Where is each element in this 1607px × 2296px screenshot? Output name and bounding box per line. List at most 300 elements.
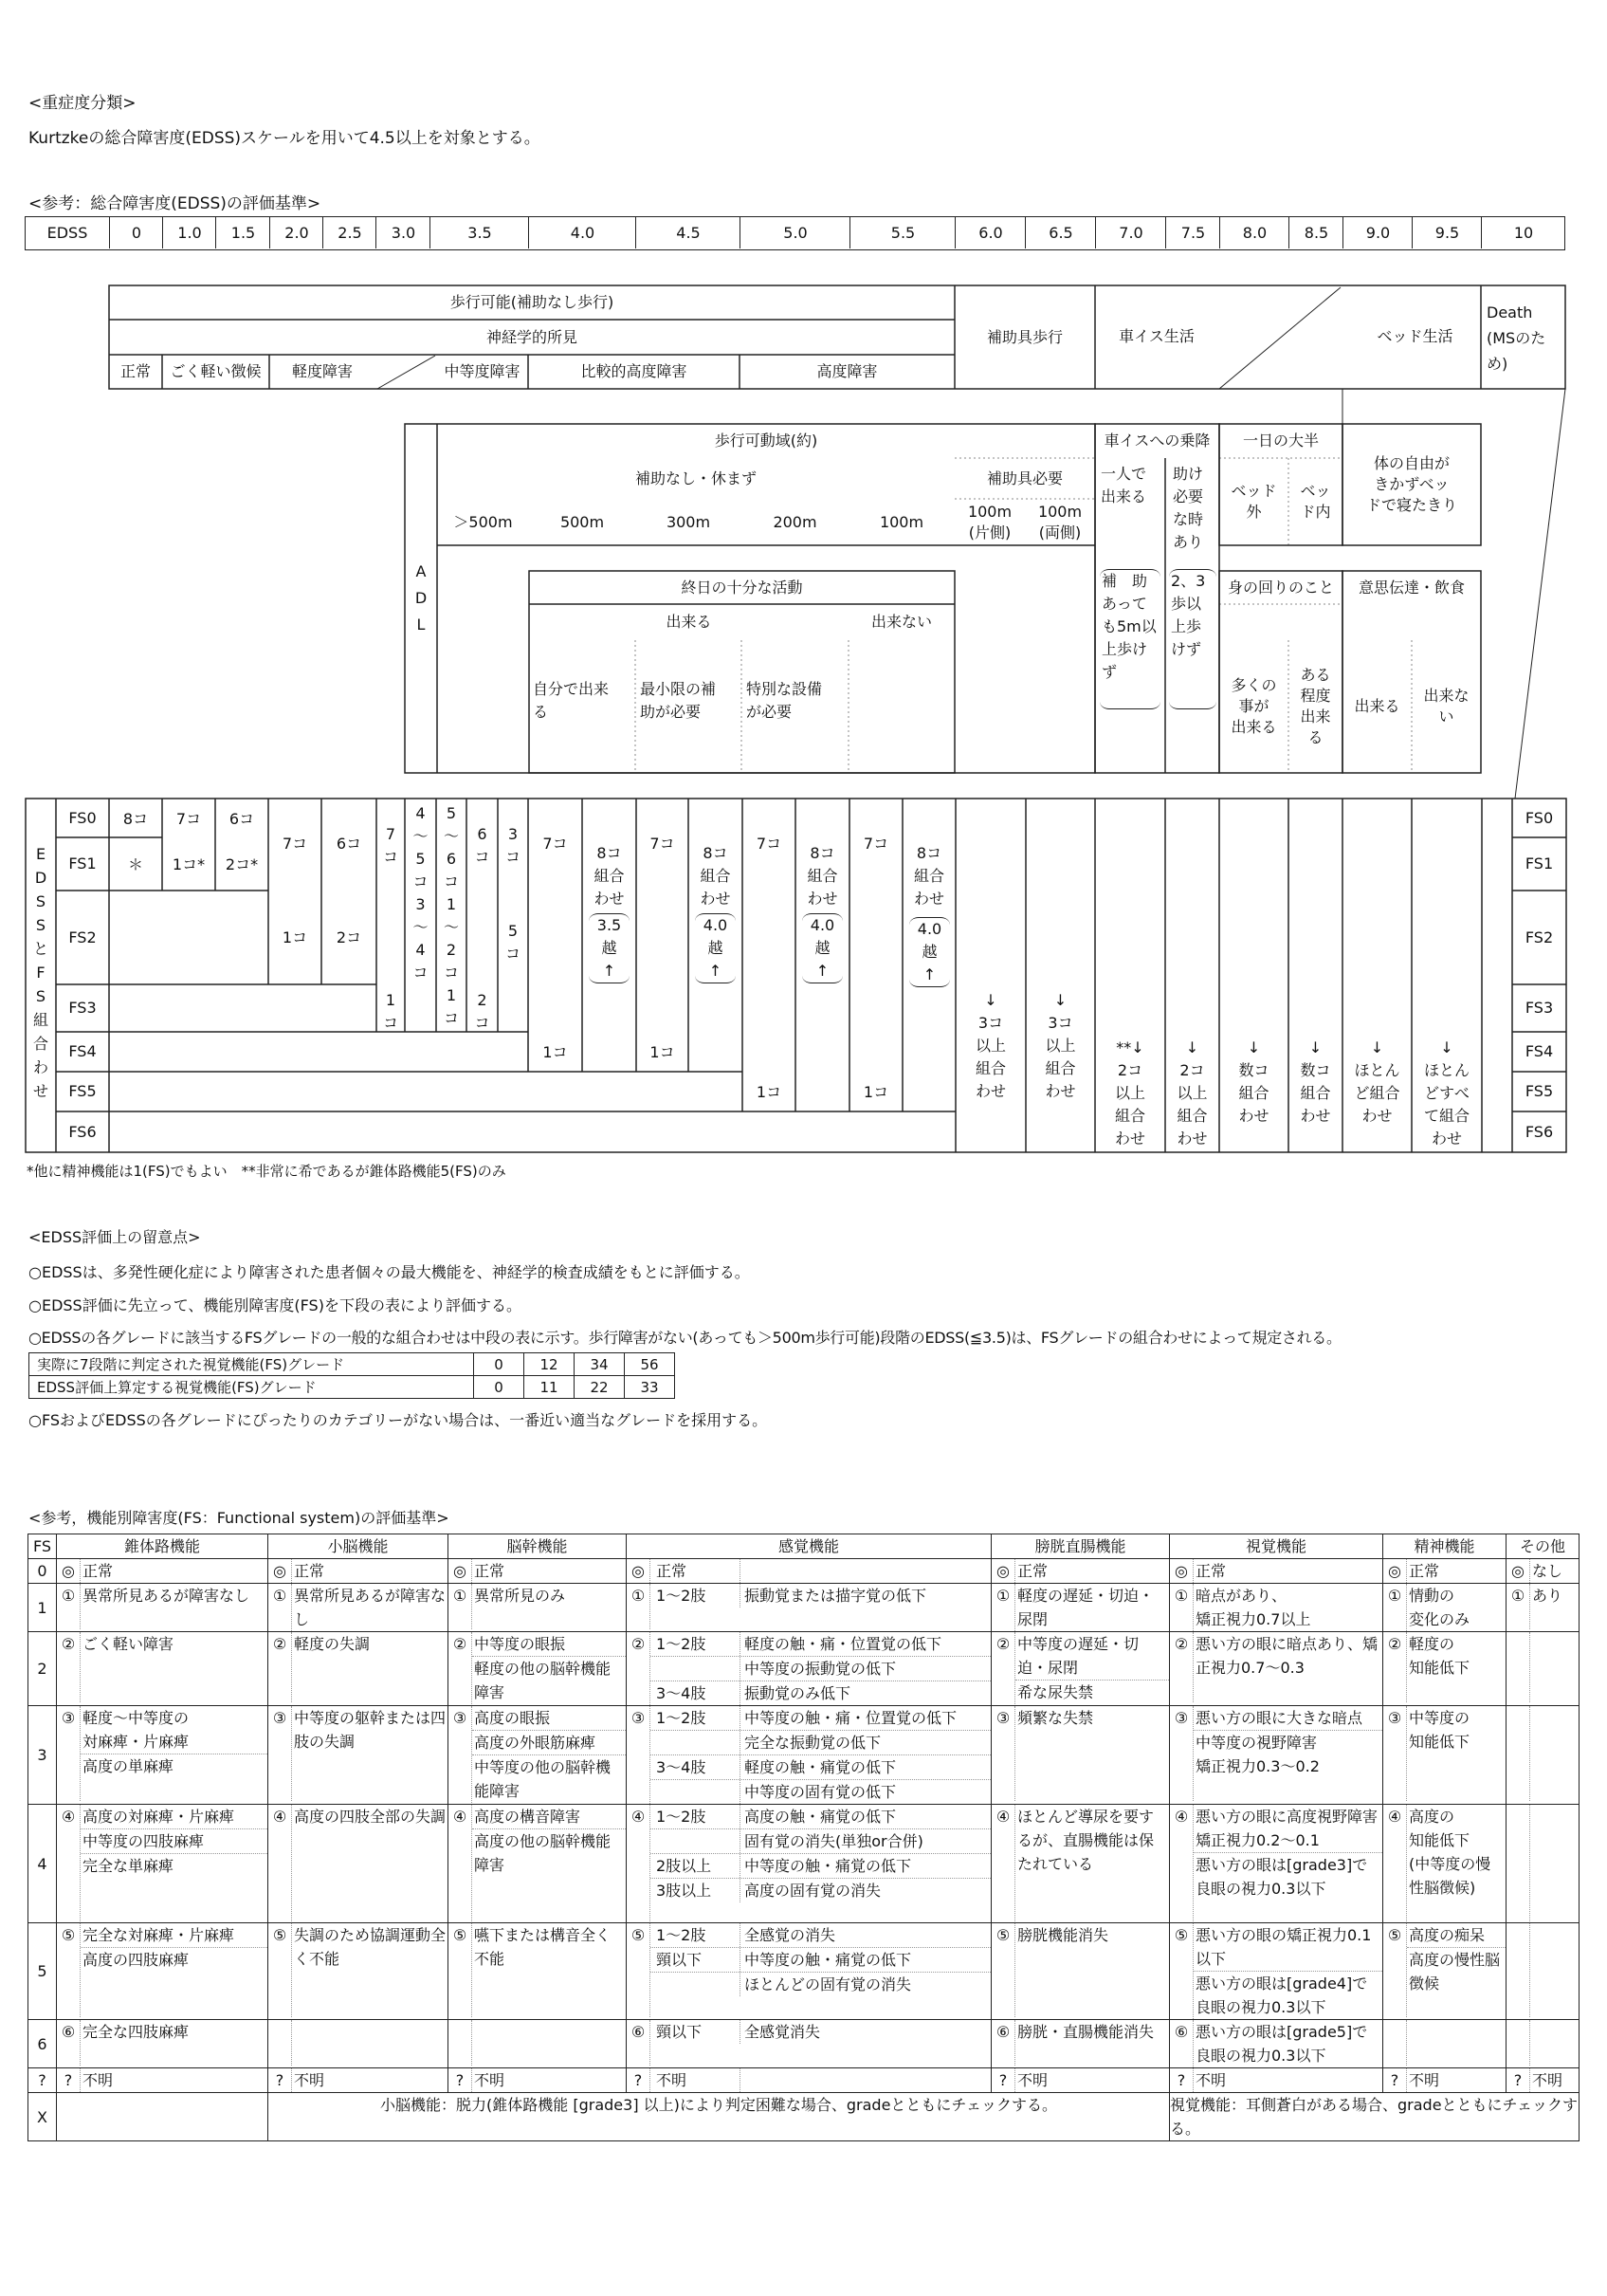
fs-row-label: FS5 bbox=[68, 1082, 97, 1100]
cell-content bbox=[448, 1584, 626, 1629]
limb-scope bbox=[650, 1973, 740, 1996]
sensory-item bbox=[650, 1632, 991, 1656]
wheelchair-transfer-title: 車イスへの乗降 bbox=[1104, 432, 1211, 450]
criteria-cell bbox=[992, 1584, 1170, 1632]
cell-content bbox=[268, 1923, 447, 2017]
fs-row-label-right: FS4 bbox=[1525, 1042, 1554, 1060]
cell-items bbox=[649, 1805, 991, 1921]
cell-content bbox=[1383, 1805, 1506, 1921]
criteria-cell bbox=[992, 1706, 1170, 1805]
grade-mark: ④ bbox=[61, 1808, 76, 1826]
grade-mark: ① bbox=[1510, 1587, 1525, 1605]
sensory-description: ほとんどの固有覚の消失 bbox=[740, 1973, 991, 1996]
edss-value: 8.5 bbox=[1288, 217, 1343, 248]
grade-mark: ? bbox=[1177, 2071, 1186, 2089]
cell-items bbox=[291, 1584, 447, 1631]
criteria-item: 異常所見あるが障害なし bbox=[82, 1587, 250, 1605]
level-minimal-signs: ごく軽い徴候 bbox=[170, 362, 262, 380]
criteria-item: 中等度の躯幹または四肢の失調 bbox=[294, 1709, 447, 1751]
grade-mark bbox=[1507, 1923, 1529, 2017]
grade-mark: ⑤ bbox=[452, 1926, 467, 1944]
activity-special-equipment: 特別な設備 が必要 bbox=[746, 680, 823, 721]
cell-content bbox=[1170, 2020, 1382, 2067]
self-care-some: ある 程度 出来 る bbox=[1300, 666, 1331, 746]
cell-content bbox=[448, 1805, 626, 1921]
combo-cell: 7コ bbox=[542, 835, 568, 853]
edss-value: 4.5 bbox=[635, 217, 740, 248]
grade-mark: ④ bbox=[1174, 1808, 1189, 1826]
edss-value: 1.5 bbox=[215, 217, 270, 248]
combo-cell: 1コ* bbox=[172, 855, 206, 873]
criteria-cell bbox=[627, 2020, 992, 2068]
cell-items bbox=[1406, 1632, 1506, 1702]
criteria-cell bbox=[627, 1632, 992, 1706]
cell-content bbox=[1507, 1632, 1579, 1702]
criteria-cell bbox=[992, 1559, 1170, 1584]
cell-content bbox=[1170, 1805, 1382, 1921]
grade-mark: ② bbox=[630, 1635, 646, 1653]
grade-mark: ① bbox=[452, 1587, 467, 1605]
distance: 100m bbox=[879, 512, 924, 531]
combo-cell: 8コ bbox=[122, 810, 149, 828]
cell-items bbox=[1529, 1923, 1579, 2017]
fs-row-label: FS1 bbox=[68, 854, 97, 872]
grade-mark: ? bbox=[1513, 2071, 1523, 2089]
criteria-cell bbox=[1383, 1632, 1507, 1706]
grade-mark: ② bbox=[1387, 1635, 1402, 1653]
limb-scope: 1〜2肢 bbox=[656, 1808, 706, 1826]
criteria-cell bbox=[448, 1706, 627, 1805]
criteria-item: 高度の慢性脳徴候 bbox=[1407, 1947, 1506, 1995]
criteria-cell bbox=[1383, 1559, 1507, 1584]
limb-scope bbox=[650, 1829, 740, 1853]
edss-value: 9.0 bbox=[1342, 217, 1413, 248]
cell-items bbox=[1529, 1706, 1579, 1801]
criteria-item: 高度の 知能低下 (中等度の慢性脳徴候) bbox=[1409, 1808, 1491, 1897]
grade-mark: ⑤ bbox=[272, 1926, 287, 1944]
combo-threshold: 3.5 越 ↑ bbox=[589, 913, 630, 983]
fs-row-label-right: FS2 bbox=[1525, 928, 1554, 946]
fs-row-label: FS0 bbox=[68, 808, 97, 827]
cell-items bbox=[1193, 2020, 1382, 2067]
combo-cell: 6コ bbox=[228, 810, 255, 828]
self-care-title: 身の回りのこと bbox=[1227, 578, 1334, 597]
criteria-item: ごく軽い障害 bbox=[82, 1635, 174, 1653]
grade-mark: ◎ bbox=[62, 1562, 75, 1580]
grade-mark: ⑤ bbox=[61, 1926, 76, 1944]
cell-content bbox=[448, 2068, 626, 2092]
cell-items bbox=[291, 1923, 447, 2017]
limb-scope: 1〜2肢 bbox=[656, 1587, 706, 1605]
sensory-item bbox=[650, 1754, 991, 1779]
grade-mark: ? bbox=[455, 2071, 465, 2089]
cell-content bbox=[1507, 1805, 1579, 1921]
cell-content bbox=[992, 1923, 1169, 2017]
sensory-description bbox=[740, 1559, 991, 1583]
cell-content bbox=[992, 1559, 1169, 1583]
limb-scope bbox=[650, 1780, 740, 1804]
criteria-item: 中等度の遅延・切迫・尿閉 bbox=[1017, 1635, 1140, 1677]
criteria-item: 完全な単麻痺 bbox=[81, 1853, 267, 1878]
grade-mark: ③ bbox=[272, 1709, 287, 1727]
aid-needed: 補助具必要 bbox=[986, 468, 1063, 487]
criteria-item: 正常 bbox=[294, 1562, 325, 1580]
cell-content bbox=[627, 1706, 991, 1804]
sensory-description: 完全な振動覚の低下 bbox=[740, 1731, 991, 1754]
criteria-cell bbox=[448, 1632, 627, 1706]
cell-items bbox=[649, 1923, 991, 2017]
criteria-cell bbox=[1170, 2068, 1383, 2093]
cell-content bbox=[1383, 1706, 1506, 1801]
criteria-item: 中等度の視野障害 矯正視力0.3〜0.2 bbox=[1194, 1730, 1382, 1778]
cell-items bbox=[649, 1706, 991, 1804]
bed-life-header: ベッド生活 bbox=[1377, 327, 1453, 345]
criteria-item: 悪い方の眼に大きな暗点 bbox=[1196, 1709, 1363, 1727]
criteria-item: 悪い方の眼は[grade4]で良眼の視力0.3以下 bbox=[1194, 1971, 1382, 2019]
combo-cell: 3 コ bbox=[504, 825, 520, 866]
cell-content bbox=[448, 1632, 626, 1704]
grade-value: 33 bbox=[625, 1376, 675, 1399]
grade-mark bbox=[1507, 1706, 1529, 1801]
combo-cell: 6コ bbox=[336, 835, 362, 853]
column-header: 脳幹機能 bbox=[448, 1534, 627, 1559]
grade-value: 22 bbox=[575, 1376, 625, 1399]
empty-cell bbox=[57, 2093, 268, 2141]
combo-cell: ↓ 3コ 以上 組合 わせ bbox=[975, 991, 1006, 1100]
transfer-alone-note: 補 助 あって も5m以 上歩け ず bbox=[1100, 569, 1160, 709]
cell-items bbox=[291, 2020, 447, 2066]
sensory-item bbox=[650, 2068, 991, 2092]
limb-scope: 3〜4肢 bbox=[656, 1758, 706, 1776]
combo-cell: ↓ 2コ 以上 組合 わせ bbox=[1177, 1038, 1208, 1148]
combo-cell: 2コ bbox=[336, 928, 362, 946]
cerebellar-check-note: 小脳機能：脱力(錐体路機能 [grade3] 以上)により判定困難な場合、gradeとともにチェックする。 bbox=[268, 2093, 1170, 2141]
combo-threshold: 4.0 越 ↑ bbox=[802, 913, 843, 983]
cell-content bbox=[1507, 1923, 1579, 2017]
grade-mark: ③ bbox=[1387, 1709, 1402, 1727]
combo-cell: 2 コ bbox=[474, 991, 490, 1032]
grade-mark bbox=[268, 2020, 291, 2066]
criteria-cell bbox=[448, 1559, 627, 1584]
criteria-cell bbox=[448, 2020, 627, 2068]
distance: ＞500m bbox=[453, 512, 513, 531]
fs-grade: 5 bbox=[28, 1923, 57, 2020]
cell-items bbox=[649, 2068, 991, 2092]
cell-items bbox=[649, 1559, 991, 1583]
fs-row-label: FS4 bbox=[68, 1042, 97, 1060]
grade-mark: ④ bbox=[272, 1808, 287, 1826]
cell-items bbox=[80, 1805, 267, 1921]
cell-content bbox=[57, 1632, 267, 1702]
edss-value: 6.0 bbox=[955, 217, 1026, 248]
edss-value: 6.5 bbox=[1025, 217, 1096, 248]
table-row bbox=[29, 1376, 675, 1399]
transfer-alone: 一人で 出来る bbox=[1101, 465, 1147, 505]
criteria-cell bbox=[1507, 1805, 1580, 1923]
criteria-item: 不明 bbox=[474, 2071, 505, 2089]
cell-content bbox=[627, 2020, 991, 2066]
grade-mark bbox=[1507, 1632, 1529, 1702]
criteria-item: 悪い方の眼に高度視野障害 矯正視力0.2〜0.1 bbox=[1196, 1808, 1379, 1849]
criteria-cell bbox=[1383, 1584, 1507, 1632]
cell-content bbox=[1383, 1559, 1506, 1583]
cell-items bbox=[1014, 1632, 1169, 1704]
table-row bbox=[28, 2020, 1580, 2068]
grade-mark: ① bbox=[1174, 1587, 1189, 1605]
criteria-item: 異常所見のみ bbox=[474, 1587, 566, 1605]
cell-content bbox=[1507, 2020, 1579, 2066]
criteria-item: 軽度の 知能低下 bbox=[1409, 1635, 1470, 1677]
criteria-item: 頻繁な失禁 bbox=[1017, 1709, 1094, 1727]
grade-mark: ◎ bbox=[273, 1562, 286, 1580]
combo-cell: 4 〜 5 コ 3 〜 4 コ bbox=[412, 804, 429, 982]
criteria-item: 軽度〜中等度の 対麻痺・片麻痺 bbox=[82, 1709, 190, 1751]
column-header: 感覚機能 bbox=[627, 1534, 992, 1559]
criteria-cell bbox=[268, 1923, 448, 2020]
cell-content bbox=[992, 1805, 1169, 1921]
edss-value: 5.5 bbox=[849, 217, 956, 248]
grade-mark: ① bbox=[630, 1587, 646, 1605]
edss-value: 5.0 bbox=[740, 217, 850, 248]
footnote: *他に精神機能は1(FS)でもよい **非常に希であるが錐体路機能5(FS)のみ bbox=[27, 1163, 506, 1180]
no-aid-no-rest: 補助なし・休まず bbox=[634, 468, 757, 487]
criteria-item: 悪い方の眼に暗点あり、矯正視力0.7〜0.3 bbox=[1196, 1635, 1379, 1677]
criteria-cell bbox=[1507, 2068, 1580, 2093]
criteria-cell bbox=[627, 2068, 992, 2093]
grade-mark bbox=[1383, 2020, 1406, 2066]
grade-mark: ⑥ bbox=[630, 2023, 646, 2041]
edss-value: 9.5 bbox=[1412, 217, 1482, 248]
cell-items bbox=[1014, 1923, 1169, 2017]
fs-criteria-table bbox=[27, 1534, 1580, 2141]
full-day-activity-title: 終日の十分な活動 bbox=[681, 578, 803, 597]
edss-value: 10 bbox=[1481, 217, 1565, 248]
grade-mark: ④ bbox=[995, 1808, 1011, 1826]
death-header: Death (MSのた め) bbox=[1487, 303, 1546, 373]
criteria-cell bbox=[1507, 1706, 1580, 1805]
table-row bbox=[28, 1923, 1580, 2020]
grade-mark: ? bbox=[633, 2071, 643, 2089]
criteria-cell bbox=[1170, 2020, 1383, 2068]
limb-scope bbox=[650, 1657, 740, 1681]
grade-mark: ⑥ bbox=[1174, 2023, 1189, 2041]
table-row bbox=[28, 1805, 1580, 1923]
grade-mark: ◎ bbox=[1511, 1562, 1525, 1580]
criteria-cell bbox=[268, 1559, 448, 1584]
cell-items bbox=[1193, 1632, 1382, 1702]
adl-label: A D L bbox=[414, 562, 428, 634]
communication-eating-title: 意思伝達・飲食 bbox=[1358, 578, 1465, 597]
edss-value: 1.0 bbox=[162, 217, 216, 248]
combo-cell: ↓ 3コ 以上 組合 わせ bbox=[1045, 991, 1076, 1100]
grade-mark: ① bbox=[272, 1587, 287, 1605]
activity-can: 出来る bbox=[666, 613, 712, 631]
sensory-item bbox=[650, 1730, 991, 1754]
criteria-cell bbox=[1507, 2020, 1580, 2068]
grade-mark bbox=[448, 2020, 471, 2066]
criteria-cell bbox=[57, 1632, 268, 1706]
fs-grade: 3 bbox=[28, 1706, 57, 1805]
sensory-item bbox=[650, 1779, 991, 1804]
criteria-cell bbox=[1507, 1559, 1580, 1584]
grade-mark: ③ bbox=[1174, 1709, 1189, 1727]
transfer-needs-help: 助け 必要 な時 あり bbox=[1173, 465, 1204, 551]
cell-content bbox=[448, 2020, 626, 2066]
grade-mark: ② bbox=[452, 1635, 467, 1653]
criteria-item: なし bbox=[1532, 1562, 1563, 1580]
criteria-cell bbox=[1383, 1706, 1507, 1805]
table-row bbox=[28, 2068, 1580, 2093]
combo-cell: 8コ 組合 わせ bbox=[700, 844, 731, 908]
cell-items bbox=[1193, 1584, 1382, 1631]
fs-grade: 0 bbox=[28, 1559, 57, 1584]
cell-content bbox=[1170, 1706, 1382, 1801]
fs-row-label: FS3 bbox=[68, 999, 97, 1017]
fs-row-label-right: FS3 bbox=[1525, 999, 1554, 1017]
walking-possible-header: 歩行可能(補助なし歩行) bbox=[449, 293, 614, 311]
criteria-cell bbox=[1383, 1923, 1507, 2020]
combo-cell: 1コ bbox=[649, 1043, 675, 1061]
criteria-item: 不明 bbox=[1409, 2071, 1440, 2089]
column-header: 膀胱直腸機能 bbox=[992, 1534, 1170, 1559]
fs-reference-title: <参考，機能別障害度(FS：Functional system)の評価基準> bbox=[28, 1509, 449, 1527]
sensory-description: 軽度の触・痛・位置覚の低下 bbox=[740, 1632, 991, 1656]
grade-mark: ◎ bbox=[631, 1562, 645, 1580]
grade-mark: ② bbox=[272, 1635, 287, 1653]
criteria-cell bbox=[992, 2068, 1170, 2093]
limb-scope: 3肢以上 bbox=[656, 1882, 712, 1900]
grade-value: 12 bbox=[524, 1353, 575, 1376]
sensory-description: 中等度の触・痛覚の低下 bbox=[740, 1854, 991, 1878]
table-row bbox=[28, 1559, 1580, 1584]
sensory-item bbox=[650, 1947, 991, 1972]
criteria-item: 高度の四肢麻痺 bbox=[81, 1947, 267, 1972]
grade-mark: ⑤ bbox=[1387, 1926, 1402, 1944]
cell-content bbox=[1170, 1559, 1382, 1583]
grade-mark: ① bbox=[995, 1587, 1011, 1605]
cell-items bbox=[80, 1923, 267, 2017]
criteria-item: 異常所見あるが障害なし bbox=[294, 1587, 447, 1628]
cell-content bbox=[1507, 2068, 1579, 2092]
combo-threshold: 4.0 越 ↑ bbox=[909, 917, 950, 987]
criteria-cell bbox=[1170, 1584, 1383, 1632]
criteria-item: 軽度の遅延・切迫・尿閉 bbox=[1017, 1587, 1155, 1628]
criteria-cell bbox=[1170, 1559, 1383, 1584]
criteria-item: ほとんど導尿を要するが、直腸機能は保たれている bbox=[1017, 1808, 1155, 1873]
edss-value: 3.0 bbox=[375, 217, 430, 248]
criteria-cell bbox=[57, 2020, 268, 2068]
grade-mark: ◎ bbox=[996, 1562, 1010, 1580]
column-header: 精神機能 bbox=[1383, 1534, 1507, 1559]
table-header-row bbox=[28, 1534, 1580, 1559]
column-header: 視覚機能 bbox=[1170, 1534, 1383, 1559]
criteria-cell bbox=[57, 1584, 268, 1632]
grade-mark: ④ bbox=[1387, 1808, 1402, 1826]
cell-items bbox=[1406, 1706, 1506, 1801]
sensory-item bbox=[650, 1584, 991, 1607]
criteria-cell bbox=[448, 1923, 627, 2020]
cell-items bbox=[1014, 1706, 1169, 1801]
grade-mark bbox=[1507, 1805, 1529, 1921]
table-row bbox=[28, 1706, 1580, 1805]
cell-items bbox=[80, 2068, 267, 2092]
combo-cell: ↓ ほとん どすべ て組合 わせ bbox=[1423, 1038, 1470, 1148]
column-header: 錐体路機能 bbox=[57, 1534, 268, 1559]
sensory-item bbox=[650, 1828, 991, 1853]
combo-threshold: 4.0 越 ↑ bbox=[695, 913, 736, 983]
column-header: 小脳機能 bbox=[268, 1534, 448, 1559]
level-normal: 正常 bbox=[119, 362, 151, 380]
table-row bbox=[28, 1584, 1580, 1632]
sensory-item bbox=[650, 1706, 991, 1730]
criteria-cell bbox=[1507, 1584, 1580, 1632]
cell-items bbox=[1406, 1805, 1506, 1921]
criteria-cell bbox=[448, 2068, 627, 2093]
cell-items bbox=[649, 2020, 991, 2066]
grade-mark: ⑥ bbox=[61, 2023, 76, 2041]
cell-content bbox=[627, 1584, 991, 1629]
limb-scope: 3〜4肢 bbox=[656, 1684, 706, 1702]
criteria-cell bbox=[1170, 1805, 1383, 1923]
sensory-description: 振動覚または描字覚の低下 bbox=[740, 1584, 991, 1607]
combo-cell: 8コ 組合 わせ bbox=[593, 844, 625, 908]
cell-content bbox=[57, 2068, 267, 2092]
cell-items bbox=[471, 1559, 626, 1583]
combo-cell: 6 コ bbox=[474, 825, 490, 866]
criteria-item: 完全な対麻痺・片麻痺 bbox=[82, 1926, 235, 1944]
cell-content bbox=[1170, 2068, 1382, 2092]
criteria-cell bbox=[57, 1706, 268, 1805]
cell-items bbox=[471, 1923, 626, 2017]
note-item: ○EDSSの各グレードに該当するFSグレードの一般的な組合わせは中段の表に示す。歩行障害がない(あっても＞500m歩行可能)段階のEDSS(≦3.5)は、FSグレードの組合わせによって規定される。 bbox=[28, 1329, 1342, 1347]
limb-scope: 1〜2肢 bbox=[656, 1709, 706, 1727]
cell-content bbox=[57, 1559, 267, 1583]
criteria-cell bbox=[268, 1584, 448, 1632]
criteria-item: 正常 bbox=[1409, 1562, 1440, 1580]
cell-items bbox=[1406, 1584, 1506, 1631]
combo-cell: 1コ bbox=[282, 928, 308, 946]
cell-content bbox=[992, 2020, 1169, 2066]
limb-scope: 2肢以上 bbox=[656, 1857, 712, 1875]
level-relatively-severe: 比較的高度障害 bbox=[580, 362, 687, 380]
cell-content bbox=[1383, 1923, 1506, 2017]
criteria-cell bbox=[627, 1584, 992, 1632]
edss-value: 8.0 bbox=[1219, 217, 1289, 248]
criteria-cell bbox=[268, 1805, 448, 1923]
cell-items bbox=[649, 1632, 991, 1705]
cell-items bbox=[1529, 1584, 1579, 1629]
cell-items bbox=[1193, 2068, 1382, 2092]
grade-mark: ? bbox=[998, 2071, 1008, 2089]
section-title-severity: <重症度分類> bbox=[28, 94, 137, 113]
criteria-item: 悪い方の眼は[grade3]で良眼の視力0.3以下 bbox=[1194, 1852, 1382, 1901]
cell-content bbox=[268, 1706, 447, 1801]
limb-scope: 正常 bbox=[656, 1562, 687, 1580]
criteria-cell bbox=[1170, 1923, 1383, 2020]
criteria-cell bbox=[268, 1632, 448, 1706]
criteria-item: 膀胱・直腸機能消失 bbox=[1017, 2023, 1155, 2041]
criteria-item: 悪い方の眼の矯正視力0.1以下 bbox=[1196, 1926, 1372, 1968]
criteria-item: 中等度の他の脳幹機能障害 bbox=[472, 1754, 626, 1803]
grade-value: 0 bbox=[474, 1353, 524, 1376]
criteria-item: 完全な四肢麻痺 bbox=[82, 2023, 190, 2041]
criteria-item: 正常 bbox=[82, 1562, 114, 1580]
sensory-description: 振動覚のみ低下 bbox=[740, 1681, 991, 1705]
cell-items bbox=[1406, 2020, 1506, 2066]
criteria-item: 情動の 変化のみ bbox=[1409, 1587, 1470, 1628]
cell-items bbox=[291, 2068, 447, 2092]
combo-cell: 7コ bbox=[282, 835, 308, 853]
